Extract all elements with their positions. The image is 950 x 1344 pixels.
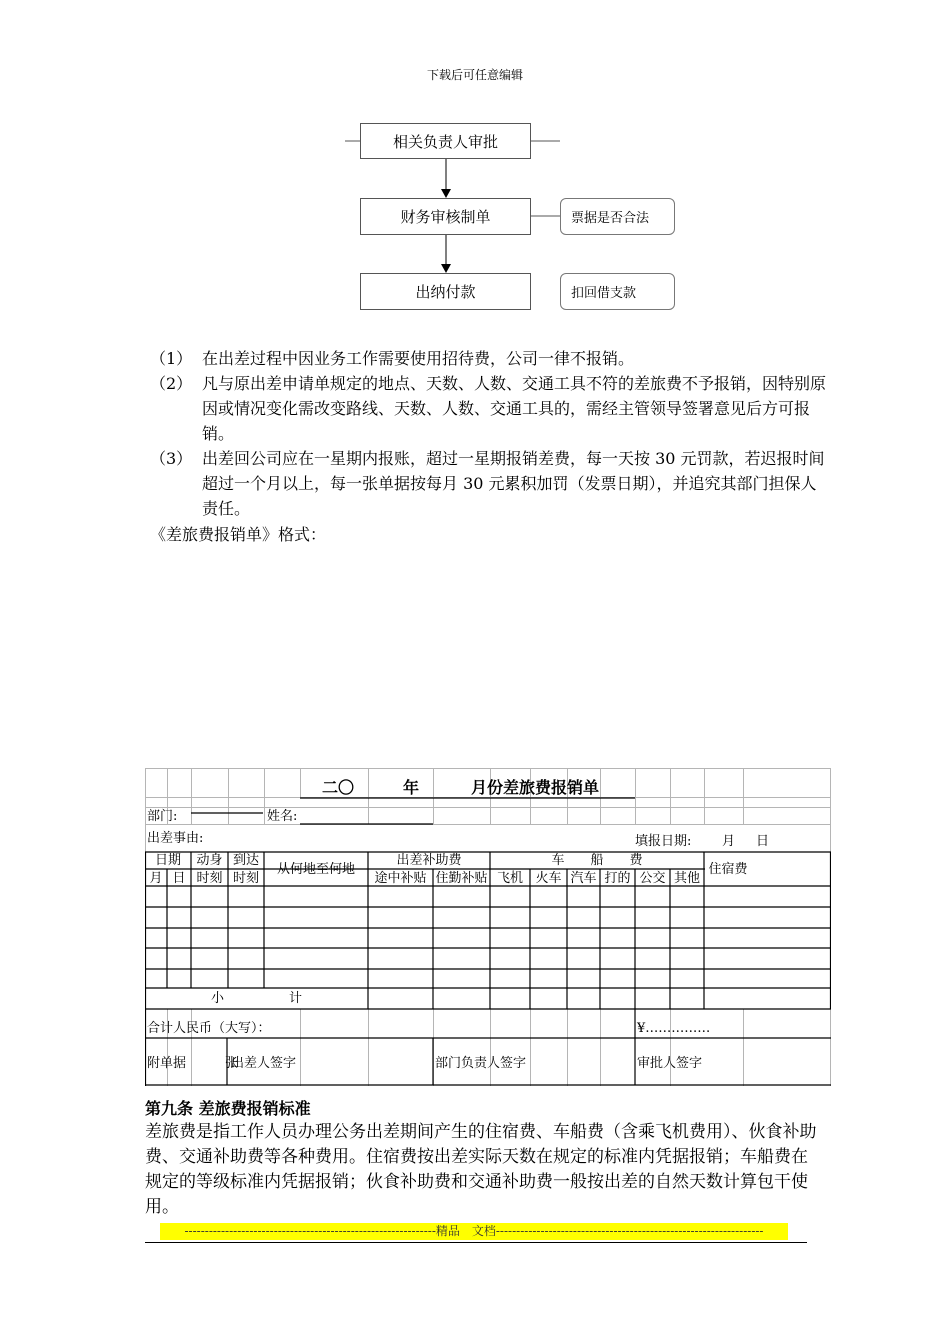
rule-item: （3） 出差回公司应在一星期内报账，超过一星期报销差费，每一天按 30 元罚款，若迟报时间超过一个月以上，每一张单据按每月 30 元累积加罚（发票日期），并追究其部门担保人责任。 [150,449,825,518]
col-bus: 公交 [639,871,666,886]
rule-item: （1） 在出差过程中因业务工作需要使用招待费，公司一律不报销。 [150,349,635,368]
col-train: 火车 [535,871,562,886]
form-grid [145,768,831,1086]
col-allowance: 出差补助费 [396,853,462,868]
article-body: 差旅费是指工作人员办理公务出差期间产生的住宿费、车船费（含乘飞机费用）、伙食补助费、交通补助费等各种费用。住宿费按出差实际天数在规定的标准内凭据报销；车船费在规定的等级标准内凭据报销；伙食补助费和交通补助费一般按出差的自然天数计算包干使用。 [145,1122,817,1217]
footer-divider [145,1242,807,1243]
col-taxi: 打的 [604,871,631,886]
form-title-year: 二〇 [322,778,355,797]
col-arrive-2: 时刻 [232,871,259,886]
col-depart-2: 时刻 [196,871,223,886]
flow-note-deduct: 扣回借支款 [560,273,675,310]
flow-step-approve: 相关负责人审批 [360,123,531,159]
format-caption: 《差旅费报销单》格式： [150,525,327,544]
rules-list [150,346,830,521]
traveler-signature-label: 出差人签字 [231,1056,297,1071]
form-title-year-unit: 年 [403,778,420,797]
dept-head-signature-label: 部门负责人签字 [435,1056,527,1071]
col-lodging: 住宿费 [708,862,748,877]
flow-step-audit: 财务审核制单 [360,198,531,235]
col-day: 日 [172,871,186,886]
article-title: 第九条 差旅费报销标准 [145,1099,311,1118]
total-yen: ¥…………… [637,1021,711,1036]
col-allow-route: 途中补贴 [374,871,427,886]
col-fare: 车 船 费 [551,853,643,868]
footer-banner: --------------------------------------------------------------精品 文档------------------------------------------------------------------ [160,1223,788,1240]
flow-step-pay: 出纳付款 [360,273,531,310]
name-label: 姓名: [267,809,298,824]
fill-date-month: 月 [722,834,736,849]
col-plane: 飞机 [496,871,523,886]
col-depart-1: 动身 [196,853,223,868]
col-arrive-1: 到达 [232,853,259,868]
fill-date-day: 日 [756,834,770,849]
col-other: 其他 [673,871,700,886]
form-title: 月份差旅费报销单 [471,778,600,797]
attachments-label: 附单据 张 [147,1056,239,1071]
col-route: 从何地至何地 [276,862,355,877]
total-rmb-label: 合计人民币（大写）： [147,1021,271,1036]
col-car: 汽车 [570,871,597,886]
subtotal-label: 小 计 [210,991,302,1006]
expense-form [145,768,831,1086]
fill-date-label: 填报日期: [635,834,692,849]
approver-signature-label: 审批人签字 [637,1056,703,1071]
reason-label: 出差事由: [147,831,204,846]
col-month: 月 [149,871,163,886]
col-allow-stay: 住勤补贴 [435,871,488,886]
header-note: 下载后可任意编辑 [426,68,523,82]
flow-note-legal: 票据是否合法 [560,198,675,235]
dept-label: 部门: [147,809,178,824]
col-date: 日期 [154,853,181,868]
rule-item: （2） 凡与原出差申请单规定的地点、天数、人数、交通工具不符的差旅费不予报销，因特别原因或情况变化需改变路线、天数、人数、交通工具的，需经主管领导签署意见后方可报销。 [150,374,827,443]
